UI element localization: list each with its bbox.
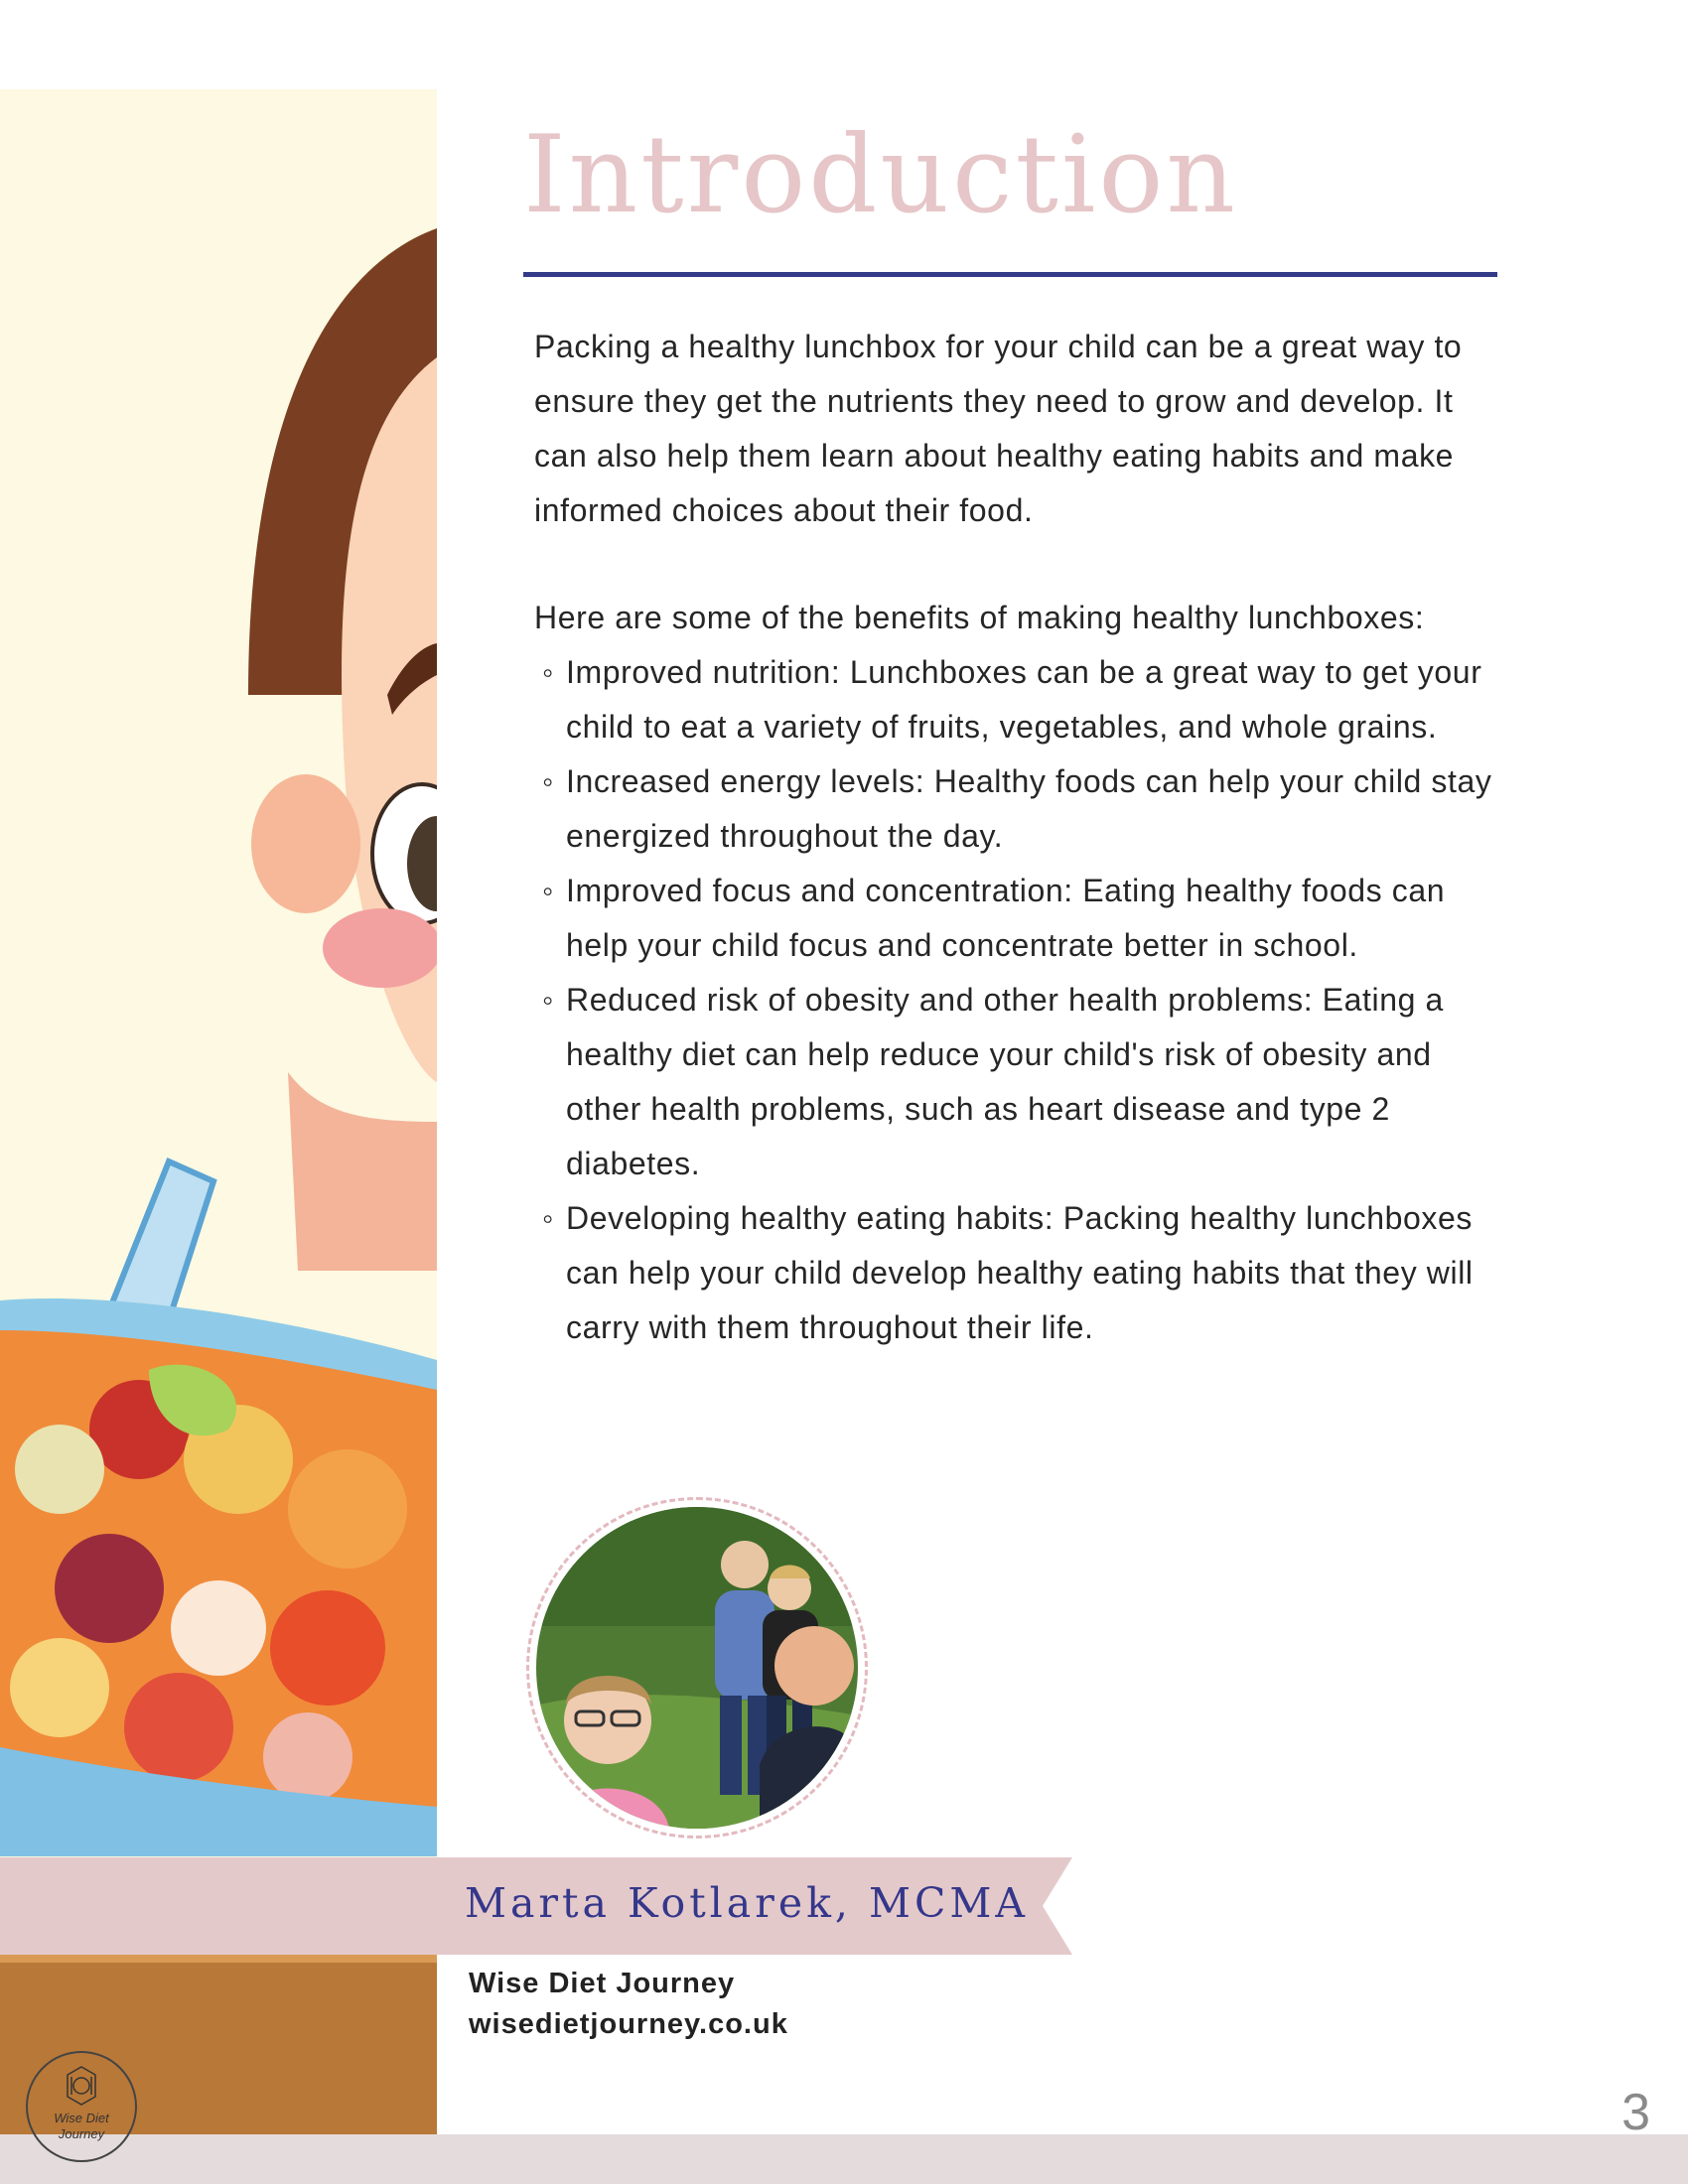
- logo-text: [28, 2111, 135, 2142]
- author-name: Marta Kotlarek, MCMA: [465, 1879, 1029, 1927]
- author-family-photo: [536, 1507, 858, 1829]
- organization-name: Wise Diet Journey: [469, 1968, 736, 1999]
- benefit-item: ◦ Improved nutrition: Lunchboxes can be a great way to get your child to eat a variety of fruits, vegetables, and whole grains.: [534, 645, 1497, 754]
- benefit-item: ◦ Reduced risk of obesity and other health problems: Eating a healthy diet can help reduce your child's risk of obesity and other health problems, such as heart disease and type 2 diabetes.: [534, 973, 1497, 1191]
- paragraph-gap: [534, 538, 1497, 591]
- intro-body: [534, 320, 1497, 1355]
- benefit-item: ◦ Increased energy levels: Healthy foods can help your child stay energized throughout the day.: [534, 754, 1497, 864]
- intro-paragraph: Packing a healthy lunchbox for your child can be a great way to ensure they get the nutrients they need to grow and develop. It can also help them learn about healthy eating habits and make informed choices about their food.: [534, 329, 1463, 528]
- photo-svg: [536, 1507, 858, 1829]
- footer-strip: [0, 2134, 1688, 2184]
- page-title: Introduction: [523, 113, 1238, 237]
- illustration-svg: [0, 0, 437, 2134]
- benefits-heading: Here are some of the benefits of making healthy lunchboxes:: [534, 600, 1425, 635]
- logo-line-2: Journey: [58, 2126, 105, 2141]
- page-number: 3: [1621, 2084, 1650, 2141]
- website-link[interactable]: wisedietjourney.co.uk: [469, 2008, 788, 2040]
- title-divider: [523, 272, 1497, 277]
- logo-line-1: Wise Diet: [54, 2111, 109, 2125]
- wise-diet-journey-logo: [26, 2051, 137, 2162]
- benefits-list: [534, 645, 1497, 1355]
- benefit-item: ◦ Developing healthy eating habits: Packing healthy lunchboxes can help your child develop healthy eating habits that they will carry with them throughout their life.: [534, 1191, 1497, 1355]
- child-lunchbox-illustration: [0, 0, 437, 2134]
- benefit-item: ◦ Improved focus and concentration: Eating healthy foods can help your child focus and concentrate better in school.: [534, 864, 1497, 973]
- plate-cutlery-icon: [64, 2065, 99, 2107]
